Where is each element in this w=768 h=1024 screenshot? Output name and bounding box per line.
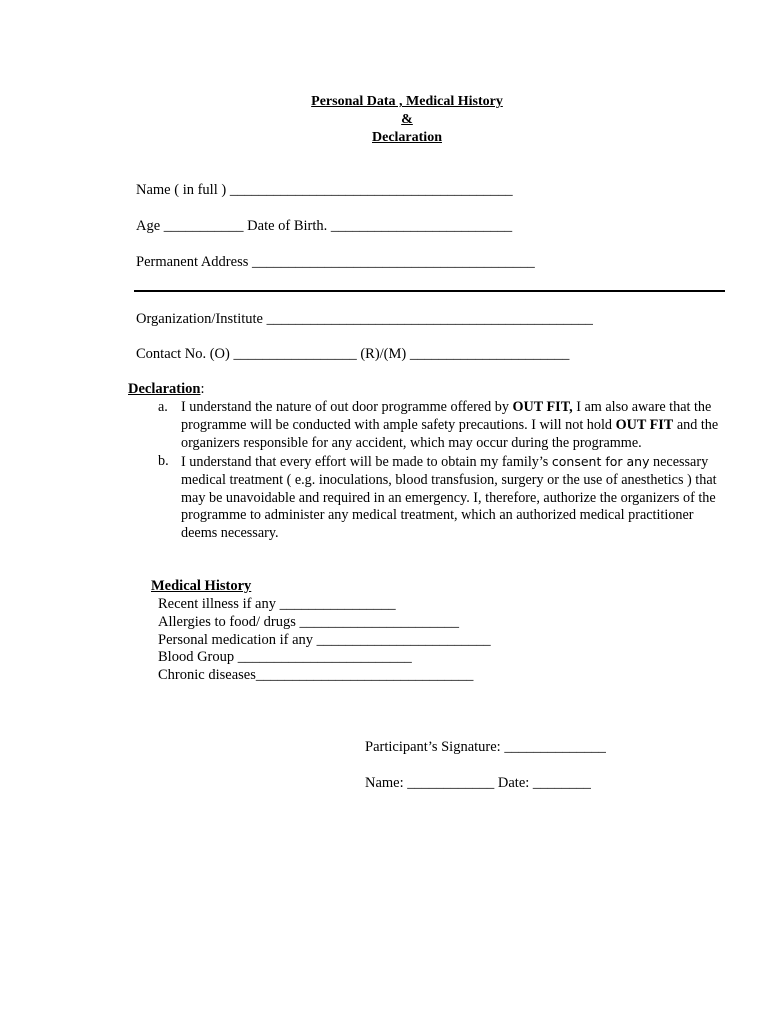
item-marker: b.: [158, 452, 169, 469]
medical-history-heading: Medical History: [151, 578, 252, 594]
item-text: [181, 453, 728, 544]
item-text-part: and the organizers responsible for any accident, which may occur during the programme.: [181, 416, 719, 451]
medical-history-item: Recent illness if any ________________: [158, 596, 396, 612]
item-bold-part: OUT FIT: [615, 416, 674, 433]
declaration-heading: [128, 381, 205, 398]
title-line-2: &: [401, 112, 413, 127]
item-text: [181, 399, 728, 453]
item-text-part: necessary medical treatment ( e.g. inoculations, blood transfusion, surgery or the use of anesthetics ) that may be unavoidable and required in an emergency. I, therefore, authorize the organizers of the programme to administer any medical treatment, which an authorized medical practitioner deems necessary.: [181, 453, 717, 542]
item-text-part: I understand that every effort will be made to obtain my family’s: [181, 453, 552, 470]
item-text-part: I understand the nature of out door programme offered by: [181, 399, 513, 415]
declaration-list: [158, 399, 728, 543]
medical-history-item: Chronic diseases______________________________: [158, 667, 474, 684]
address-field: Permanent Address _______________________________________: [136, 254, 535, 270]
declaration-item-a: [158, 399, 728, 453]
item-marker: a.: [158, 399, 168, 415]
age-dob-field: Age ___________ Date of Birth. _________________________: [136, 218, 513, 234]
declaration-heading-colon: :: [200, 381, 205, 397]
form-title: [0, 93, 768, 147]
name-field: Name ( in full ) _______________________________________: [136, 182, 513, 198]
medical-history-list: [158, 596, 491, 685]
title-line-3: Declaration: [372, 130, 442, 145]
medical-history-item: Personal medication if any ________________________: [158, 631, 491, 648]
medical-history-item: Allergies to food/ drugs ______________________: [158, 613, 459, 630]
declaration-item-b: [158, 453, 728, 544]
declaration-heading-label: Declaration: [128, 381, 201, 397]
name-date-field: Name: ____________ Date: ________: [365, 775, 591, 791]
section-divider: [134, 290, 725, 292]
item-text-part: I am also aware that the programme will be conducted with ample safety precautions. I will not hold: [181, 399, 712, 433]
item-text-part: consent for any: [551, 453, 650, 469]
contact-field: Contact No. (O) _________________ (R)/(M) ______________________: [136, 346, 570, 362]
participant-signature-field: Participant’s Signature: ______________: [365, 739, 606, 755]
medical-history-item: Blood Group ________________________: [158, 649, 412, 666]
organization-field: Organization/Institute _____________________________________________: [136, 311, 593, 327]
title-line-1: Personal Data , Medical History: [311, 94, 503, 109]
item-bold-part: OUT FIT,: [512, 399, 573, 415]
